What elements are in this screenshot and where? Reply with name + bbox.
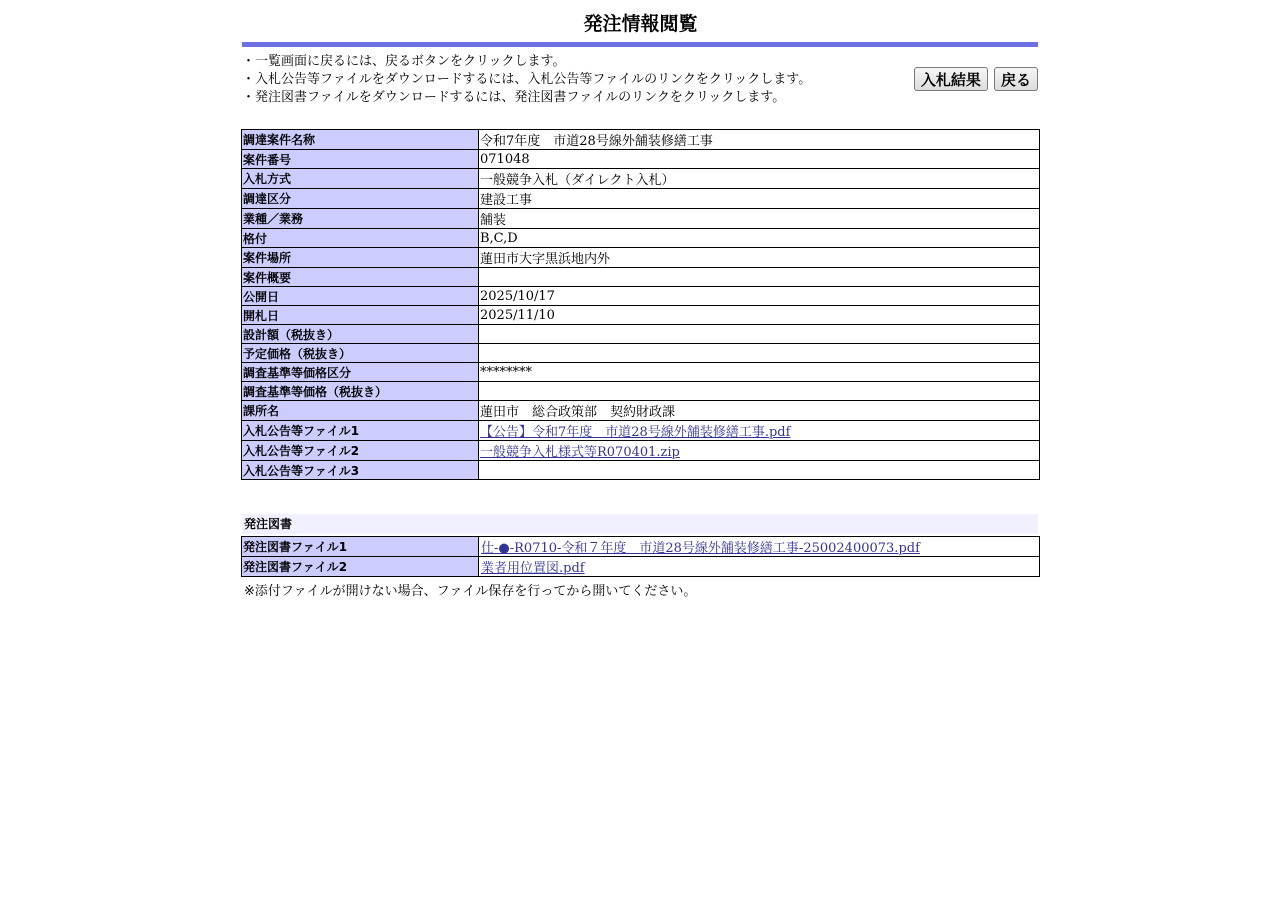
field-value-publish-date: 2025/10/17 [479, 287, 1040, 306]
field-label-publish-date: 公開日 [242, 287, 479, 306]
page-title: 発注情報閲覧 [583, 13, 698, 35]
instructions-area [242, 47, 1039, 129]
instruction-back: ・一覧画面に戻るには、戻るボタンをクリックします。 [242, 54, 566, 69]
details-table [241, 129, 1040, 480]
field-label-survey-price-category: 調査基準等価格区分 [242, 363, 479, 382]
notice-file-1-link[interactable]: 【公告】令和7年度 市道28号線外舗装修繕工事.pdf [480, 425, 791, 440]
field-label-drawing-file-1: 発注図書ファイル1 [242, 537, 479, 557]
table-row [242, 557, 1040, 577]
field-label-notice-file-2: 入札公告等ファイル2 [242, 441, 479, 461]
table-row [242, 229, 1040, 248]
field-value-drawing-file-2 [479, 557, 1040, 577]
field-label-drawing-file-2: 発注図書ファイル2 [242, 557, 479, 577]
page-container [242, 0, 1039, 599]
field-value-opening-date: 2025/11/10 [479, 306, 1040, 325]
field-label-estimated-price: 予定価格（税抜き） [242, 344, 479, 363]
drawings-table [241, 536, 1040, 577]
table-row [242, 344, 1040, 363]
field-label-department: 課所名 [242, 401, 479, 421]
table-row [242, 363, 1040, 382]
table-row [242, 382, 1040, 401]
table-row [242, 306, 1040, 325]
table-row [242, 268, 1040, 287]
drawings-section-header: 発注図書 [242, 514, 1038, 534]
field-value-drawing-file-1 [479, 537, 1040, 557]
field-label-summary: 案件概要 [242, 268, 479, 287]
field-label-survey-price: 調査基準等価格（税抜き） [242, 382, 479, 401]
field-label-project-name: 調達案件名称 [242, 130, 479, 150]
field-label-design-amount: 設計額（税抜き） [242, 325, 479, 344]
table-row [242, 325, 1040, 344]
table-row [242, 150, 1040, 169]
back-button[interactable]: 戻る [994, 67, 1038, 91]
field-value-notice-file-3 [479, 461, 1040, 480]
field-value-location: 蓮田市大字黒浜地内外 [479, 248, 1040, 268]
field-label-notice-file-1: 入札公告等ファイル1 [242, 421, 479, 441]
field-value-design-amount [479, 325, 1040, 344]
field-value-project-name: 令和7年度 市道28号線外舗装修繕工事 [479, 130, 1040, 150]
table-row [242, 461, 1040, 480]
table-row [242, 189, 1040, 209]
table-row [242, 537, 1040, 557]
field-value-industry: 舗装 [479, 209, 1040, 229]
field-label-location: 案件場所 [242, 248, 479, 268]
instruction-drawings-download: ・発注図書ファイルをダウンロードするには、発注図書ファイルのリンクをクリックします。 [242, 90, 786, 105]
field-value-rating: B,C,D [479, 229, 1040, 248]
field-value-department: 蓮田市 総合政策部 契約財政課 [479, 401, 1040, 421]
table-row [242, 441, 1040, 461]
field-value-notice-file-1 [479, 421, 1040, 441]
table-row [242, 130, 1040, 150]
bid-results-button[interactable]: 入札結果 [914, 67, 988, 91]
field-value-summary [479, 268, 1040, 287]
table-row [242, 287, 1040, 306]
field-value-procurement-category: 建設工事 [479, 189, 1040, 209]
table-row [242, 401, 1040, 421]
field-label-notice-file-3: 入札公告等ファイル3 [242, 461, 479, 480]
drawing-file-1-link[interactable]: 仕-●-R0710-令和７年度 市道28号線外舗装修繕工事-25002400073.pdf [481, 541, 920, 556]
field-label-bid-method: 入札方式 [242, 169, 479, 189]
table-row [242, 421, 1040, 441]
table-row [242, 209, 1040, 229]
field-value-survey-price [479, 382, 1040, 401]
field-value-estimated-price [479, 344, 1040, 363]
field-label-project-number: 案件番号 [242, 150, 479, 169]
field-label-procurement-category: 調達区分 [242, 189, 479, 209]
field-value-project-number: 071048 [479, 150, 1040, 169]
action-buttons [913, 67, 1038, 91]
field-label-rating: 格付 [242, 229, 479, 248]
notice-file-2-link[interactable]: 一般競争入札様式等R070401.zip [480, 445, 680, 460]
drawing-file-2-link[interactable]: 業者用位置図.pdf [481, 561, 585, 576]
instruction-notice-download: ・入札公告等ファイルをダウンロードするには、入札公告等ファイルのリンクをクリックします。 [242, 72, 812, 87]
field-label-industry: 業種／業務 [242, 209, 479, 229]
field-label-opening-date: 開札日 [242, 306, 479, 325]
field-value-bid-method: 一般競争入札（ダイレクト入札） [479, 169, 1040, 189]
field-value-survey-price-category: ******** [479, 363, 1040, 382]
field-value-notice-file-2 [479, 441, 1040, 461]
attachment-note: ※添付ファイルが開けない場合、ファイル保存を行ってから開いてください。 [244, 584, 697, 599]
table-row [242, 169, 1040, 189]
table-row [242, 248, 1040, 268]
